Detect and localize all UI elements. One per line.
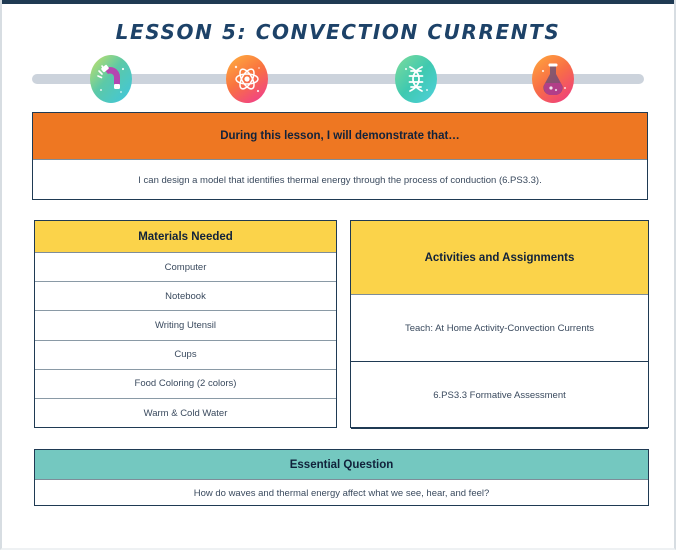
list-item: Writing Utensil bbox=[35, 311, 336, 340]
list-item: Teach: At Home Activity-Convection Currents bbox=[351, 295, 648, 362]
list-item: Computer bbox=[35, 253, 336, 282]
essential-question-card bbox=[34, 449, 649, 506]
materials-card bbox=[34, 220, 337, 428]
list-item: Cups bbox=[35, 341, 336, 370]
lesson-progress-timeline bbox=[32, 55, 644, 103]
essential-question-row: How do waves and thermal energy affect what we see, hear, and feel? bbox=[193, 487, 490, 499]
objective-heading: During this lesson, I will demonstrate that… bbox=[33, 113, 647, 160]
magnet-icon[interactable] bbox=[90, 55, 132, 103]
flask-icon[interactable] bbox=[532, 55, 574, 103]
dna-icon[interactable] bbox=[395, 55, 437, 103]
atom-icon[interactable] bbox=[226, 55, 268, 103]
essential-question-heading: Essential Question bbox=[35, 450, 648, 480]
materials-heading: Materials Needed bbox=[35, 221, 336, 253]
list-item: 6.PS3.3 Formative Assessment bbox=[351, 362, 648, 429]
objective-row: I can design a model that identifies thermal energy through the process of conduction (6.PS3.3). bbox=[138, 174, 542, 186]
activities-heading: Activities and Assignments bbox=[351, 221, 648, 295]
objective-card bbox=[32, 112, 648, 200]
list-item: Notebook bbox=[35, 282, 336, 311]
list-item: Food Coloring (2 colors) bbox=[35, 370, 336, 399]
list-item: Warm & Cold Water bbox=[143, 408, 228, 420]
page-title: LESSON 5: CONVECTION CURRENTS bbox=[115, 20, 561, 44]
top-rule-divider bbox=[2, 0, 674, 4]
activities-card bbox=[350, 220, 649, 428]
